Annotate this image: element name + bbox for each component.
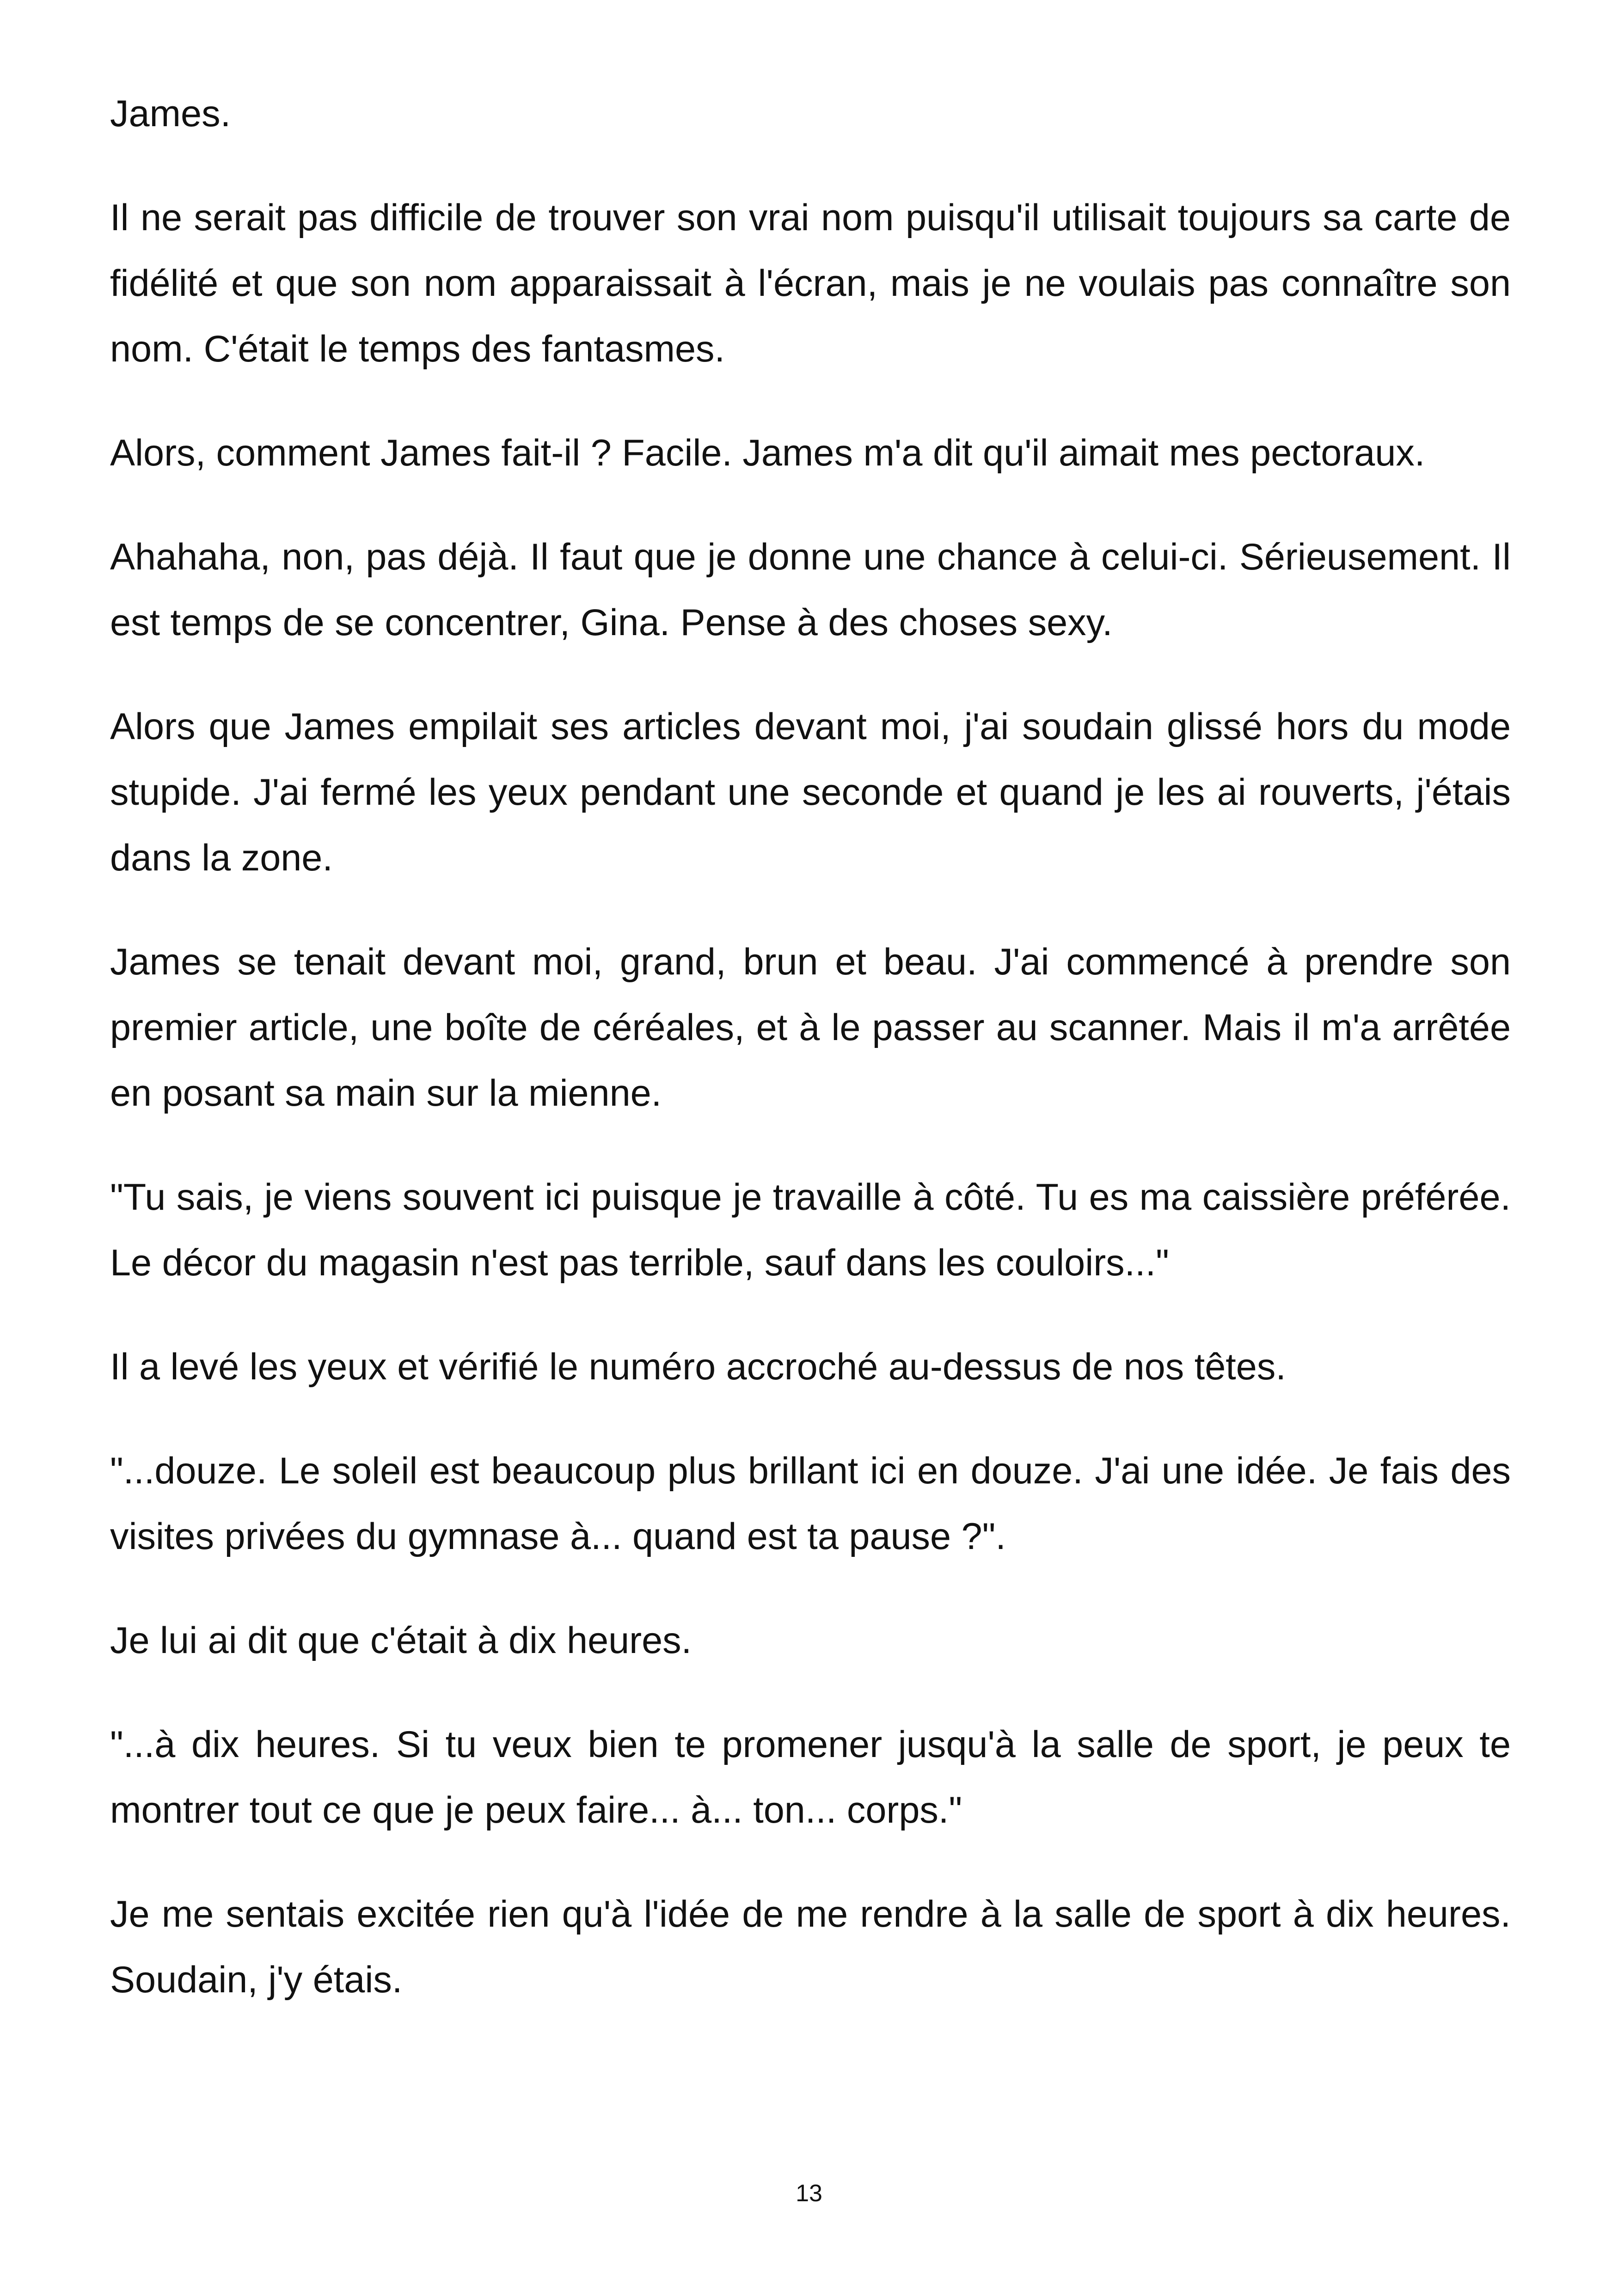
paragraph: Ahahaha, non, pas déjà. Il faut que je donne une chance à celui-ci. Sérieusement. Il est temps de se concentrer, Gina. Pense à des choses sexy.: [110, 536, 1511, 643]
paragraph: Je lui ai dit que c'était à dix heures.: [110, 1620, 692, 1661]
paragraph: "...douze. Le soleil est beaucoup plus brillant ici en douze. J'ai une idée. Je fais des visites privées du gymnase à... quand est ta pause ?".: [110, 1450, 1511, 1557]
paragraph: Je me sentais excitée rien qu'à l'idée de me rendre à la salle de sport à dix heures. Soudain, j'y étais.: [110, 1893, 1511, 2001]
page-number: 13: [796, 2180, 822, 2207]
paragraph: Alors que James empilait ses articles devant moi, j'ai soudain glissé hors du mode stupide. J'ai fermé les yeux pendant une seconde et quand je les ai rouverts, j'étais dans la zone.: [110, 706, 1511, 879]
paragraph: James.: [110, 93, 231, 135]
paragraph: "Tu sais, je viens souvent ici puisque je travaille à côté. Tu es ma caissière préférée. Le décor du magasin n'est pas terrible, sauf dans les couloirs...": [110, 1176, 1511, 1284]
paragraph: "...à dix heures. Si tu veux bien te promener jusqu'à la salle de sport, je peux te montrer tout ce que je peux faire... à... ton... corps.": [110, 1724, 1511, 1831]
paragraph: James se tenait devant moi, grand, brun et beau. J'ai commencé à prendre son premier article, une boîte de céréales, et à le passer au scanner. Mais il m'a arrêtée en posant sa main sur la mienne.: [110, 941, 1511, 1114]
body-text: [110, 81, 1511, 2051]
paragraph: Il a levé les yeux et vérifié le numéro accroché au-dessus de nos têtes.: [110, 1346, 1286, 1388]
paragraph: Il ne serait pas difficile de trouver son vrai nom puisqu'il utilisait toujours sa carte de fidélité et que son nom apparaissait à l'écran, mais je ne voulais pas connaître son nom. C'était le temps des fantasmes.: [110, 197, 1511, 370]
paragraph: Alors, comment James fait-il ? Facile. James m'a dit qu'il aimait mes pectoraux.: [110, 432, 1425, 474]
